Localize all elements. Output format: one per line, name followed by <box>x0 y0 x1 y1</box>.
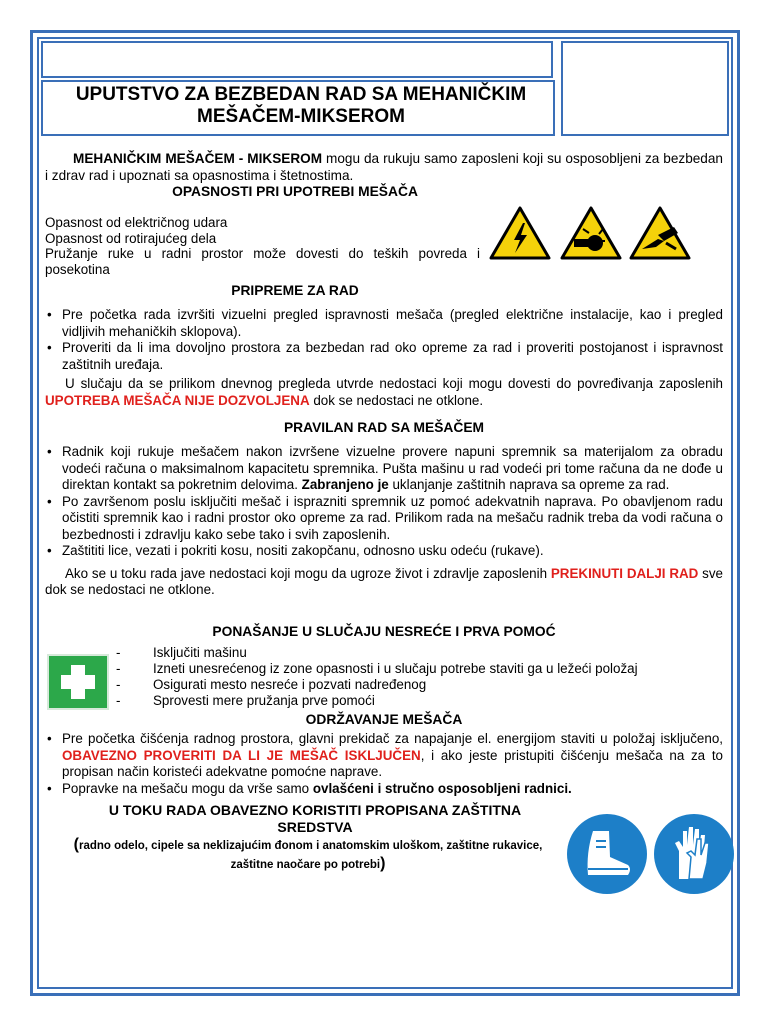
prep-note-a: U slučaju da se prilikom dnevnog pregleda utvrde nedostaci koji mogu dovesti do povređivanja zaposlenih <box>65 376 723 391</box>
work-note-a: Ako se u toku rada jave nedostaci koji mogu da ugroze život i zdravlje zaposlenih <box>65 565 551 581</box>
prep-note-warning: UPOTREBA MEŠAČA NIJE DOZVOLJENA <box>45 392 310 408</box>
work-note-b: sve dok se nedostaci ne otklone. <box>45 565 723 597</box>
maintenance-item <box>45 781 723 798</box>
prep-section <box>45 307 723 409</box>
ppe-paren-close: ) <box>380 855 386 872</box>
electric-shock-warning-icon <box>488 205 552 261</box>
hazard-line: Pružanje ruke u radni prostor može dovesti do teških povreda i posekotina <box>45 246 480 277</box>
first-aid-heading: PONAŠANJE U SLUČAJU NESREĆE I PRVA POMOĆ <box>212 624 556 639</box>
maintenance-item1-rest: , i ako jeste pristupiti čišćenju mešača na za to propisan način koristeći adekvatne pomoćne naprave. <box>62 747 723 779</box>
maintenance-item <box>45 731 723 781</box>
page-title: UPUTSTVO ZA BEZBEDAN RAD SA MEHANIČKIM MEŠAČEM-MIKSEROM <box>75 84 527 127</box>
prep-heading: PRIPREME ZA RAD <box>231 283 359 298</box>
intro-lead: MEHANIČKIM MEŠAČEM - MIKSEROM <box>73 151 323 166</box>
maintenance-item1-warning: OBAVEZNO PROVERITI DA LI JE MEŠAČ ISKLJUČEN <box>62 747 421 763</box>
intro-text: mogu da rukuju samo zaposleni koji su osposobljeni za bezbedan i zdrav rad i upoznati sa opasnostima i štetnostima. <box>45 151 723 183</box>
rotating-part-warning-icon <box>559 205 623 261</box>
hazards-heading: OPASNOSTI PRI UPOTREBI MEŠAČA <box>172 184 418 199</box>
hazard-line: Opasnost od električnog udara <box>45 215 228 230</box>
work-note-warning: PREKINUTI DALJI RAD <box>550 565 699 581</box>
work-item <box>45 444 723 494</box>
maintenance-heading: ODRŽAVANJE MEŠAČA <box>305 712 463 727</box>
first-aid-step: - Sprovesti mere pružanja prve pomoći <box>116 693 638 709</box>
prep-note <box>45 376 723 409</box>
work-note <box>45 566 723 599</box>
first-aid-list <box>116 645 638 709</box>
hazard-line: Opasnost od rotirajućeg dela <box>45 230 217 246</box>
first-aid-cross-icon <box>47 654 109 710</box>
work-item1-rest: uklanjanje zaštitnih naprava sa opreme za rad. <box>388 477 670 492</box>
ppe-detail <box>68 836 548 874</box>
maintenance-section <box>45 731 723 797</box>
prep-note-b: dok se nedostaci ne otklone. <box>309 392 484 408</box>
work-heading: PRAVILAN RAD SA MEŠAČEM <box>283 420 485 435</box>
first-aid-step: - Isključiti mašinu <box>116 645 638 661</box>
work-item: • Po završenom poslu isključiti mešač i isprazniti spremnik uz pomoć adekvatnih naprava. Po obavljenom radu očistiti spremnik kao i radni prostor oko opreme za rad. Prilikom rada na mešaču radnik treba da vodi računa o bezbednosti i zdravlju kako sebe tako i svih zaposlenih. <box>45 494 723 544</box>
work-item1-text: Radnik koji rukuje mešačem nakon izvršene vizuelne provere napuni spremnik sa materijalom za obradu vodeći računa o maksimalnom kapacitetu spremnika. Pušta mašinu u rad vodeći pri tome računa da ne dođe u direktan kontakt sa pokretnim delovima. <box>62 444 723 492</box>
protective-gloves-icon <box>653 813 735 895</box>
ppe-detail-text: radno odelo, cipele sa neklizajućim đonom i anatomskim uloškom, zaštitne rukavice, zaštitne naočare po potrebi <box>78 840 543 871</box>
maintenance-item2-text: Popravke na mešaču mogu da vrše samo <box>62 780 313 796</box>
first-aid-step: - Izneti unesrećenog iz zone opasnosti i u slučaju potrebe staviti ga u ležeći položaj <box>116 661 638 677</box>
hand-injury-warning-icon <box>628 205 692 261</box>
ppe-heading: U TOKU RADA OBAVEZNO KORISTITI PROPISANA ZAŠTITNA SREDSTVA <box>108 802 522 835</box>
hazards-list <box>45 215 480 277</box>
work-item1-bold: Zabranjeno je <box>301 477 389 492</box>
prep-item: • Proveriti da li ima dovoljno prostora za bezbedan rad oko opreme za rad i proveriti postojanost i ispravnost zaštitnih uređaja. <box>45 340 723 373</box>
intro-paragraph <box>45 151 723 184</box>
ppe-paren-open: ( <box>73 836 79 853</box>
prep-item: • Pre početka rada izvršiti vizuelni pregled ispravnosti mešača (pregled električne instalacije, kao i pregled vidljivih mehaničkih sklopova). <box>45 307 723 340</box>
safety-boots-icon <box>566 813 648 895</box>
first-aid-step: - Osigurati mesto nesreće i pozvati nadređenog <box>116 677 638 693</box>
work-section <box>45 444 723 599</box>
maintenance-item2-bold: ovlašćeni i stručno osposobljeni radnici. <box>312 780 572 796</box>
header-blank-box-left <box>41 41 553 78</box>
maintenance-item1-text: Pre početka čišćenja radnog prostora, glavni prekidač za napajanje el. energijom staviti u položaj isključeno, <box>62 731 723 746</box>
header-blank-box-right <box>561 41 729 136</box>
work-item: • Zaštititi lice, vezati i pokriti kosu, nositi zakopčanu, odnosno usku odeću (rukave). <box>45 543 723 560</box>
